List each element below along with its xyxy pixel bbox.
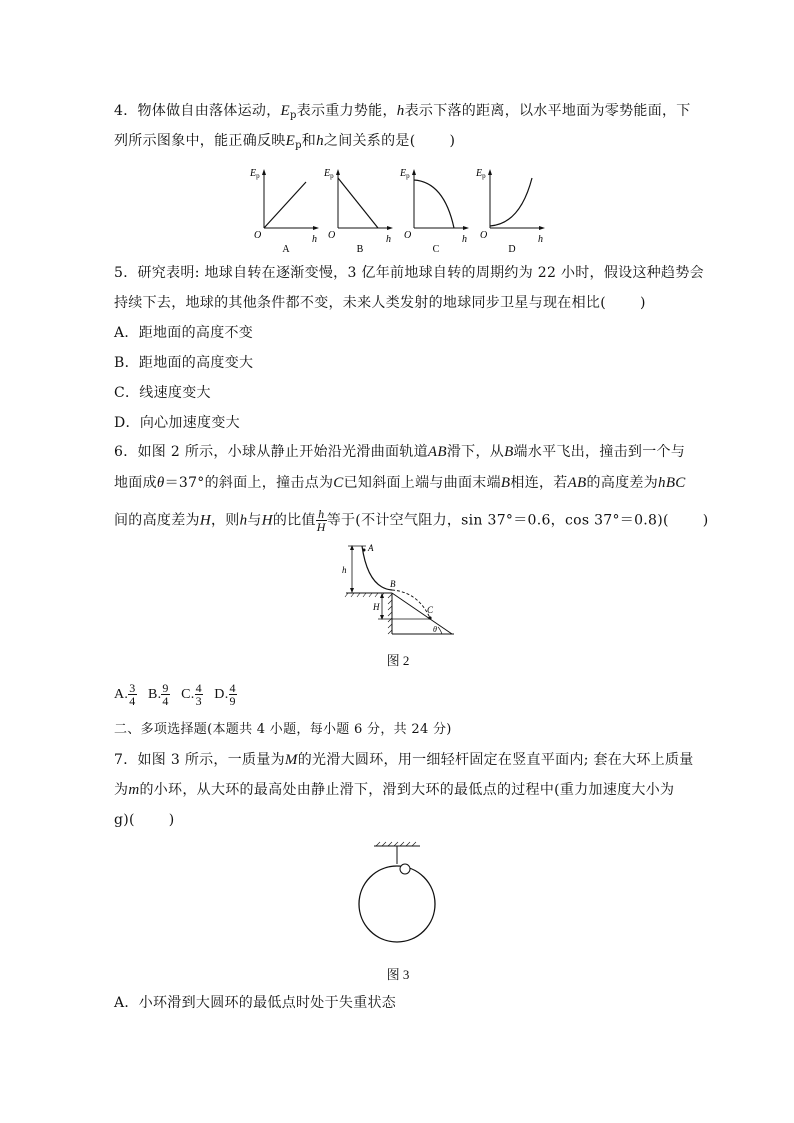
q7-option-a: A．小环滑到大圆环的最低点时处于失重状态 — [114, 995, 397, 1011]
figure-3 — [352, 840, 444, 950]
q5-option-c: C．线速度变大 — [114, 385, 211, 401]
q6-line-3 — [114, 508, 709, 533]
ab-symbol: AB — [427, 444, 447, 460]
q7-line-3 — [114, 811, 175, 829]
q6-text: 地面成 — [114, 475, 157, 491]
H-symbol: H — [261, 512, 273, 529]
q6-text: 的高度差为 — [586, 475, 659, 491]
q6-text: 相连，若 — [510, 475, 568, 491]
q5-option-a: A．距地面的高度不变 — [114, 325, 254, 341]
fig2-theta-label: θ — [433, 625, 437, 634]
q4-text: 列所示图象中，能正确反映 — [114, 133, 286, 149]
q7-text: 的小环，从大环的最高处由静止滑下，滑到大环的最低点的过程中(重力加速度大小为 — [139, 782, 675, 798]
answer-paren-close: ) — [639, 295, 646, 311]
q7-text: 的光滑大圆环，用一细轻杆固定在竖直平面内; 套在大环上质量 — [297, 752, 694, 768]
q6-text: 间的高度差为 — [114, 512, 200, 529]
graph-d — [475, 168, 545, 255]
q6-text: 的比值 — [272, 512, 316, 529]
q4-graphs-figure — [244, 160, 554, 256]
section-2-heading: 二、多项选择题(本题共 4 小题，每小题 6 分，共 24 分) — [114, 722, 452, 737]
m-symbol: m — [128, 782, 140, 798]
H-symbol: H — [199, 512, 211, 529]
q7-line-2 — [114, 781, 674, 799]
q5-line-1: 5．研究表明: 地球自转在逐渐变慢，3 亿年前地球自转的周期约为 22 小时，假设这种趋势会 — [114, 265, 704, 281]
q4-text: 之间关系的是( — [323, 133, 416, 149]
graph-b-y-label: $E_p$ — [324, 168, 334, 180]
q6-line-1 — [114, 443, 685, 461]
q6-text: 滑下，从 — [446, 444, 505, 460]
graph-d-label: D — [508, 244, 516, 255]
ep-subscript: p — [289, 110, 297, 121]
graph-a-label: A — [282, 244, 290, 255]
graph-a-y-label: $E_p$ — [250, 168, 260, 180]
q6-text: 已知斜面上端与曲面末端 — [343, 475, 501, 491]
ep-subscript: p — [295, 140, 302, 151]
theta-symbol: θ — [156, 475, 165, 491]
fig2-B-label: B — [390, 579, 396, 589]
bc-symbol: BC — [665, 475, 686, 491]
q6-text: 等于(不计空气阻力，sin 37°＝0.6，cos 37°＝0.8)( — [326, 512, 669, 529]
graph-a-x-label: h — [312, 234, 317, 245]
q6-text: 6．如图 2 所示，小球从静止开始沿光滑曲面轨道 — [114, 444, 428, 460]
graph-c-x-label: h — [462, 234, 467, 245]
figure-2 — [338, 540, 458, 640]
q6-choice-a: A. $\frac{3}{4}$ — [114, 681, 136, 709]
h-symbol: h — [316, 133, 324, 149]
graph-a-origin: O — [254, 230, 262, 241]
graph-b-x-label: h — [386, 234, 391, 245]
q4-line-1 — [114, 102, 691, 122]
q5-line-2 — [114, 294, 646, 312]
q5-option-d: D．向心加速度变大 — [114, 415, 240, 431]
q7-text: 7．如图 3 所示，一质量为 — [114, 752, 285, 768]
graph-c-origin: O — [404, 230, 412, 241]
graph-c-y-label: $E_p$ — [400, 168, 410, 180]
q7-text: 为 — [114, 782, 129, 798]
graph-d-x-label: h — [538, 234, 543, 245]
q6-text: 端水平飞出，撞击到一个与 — [513, 444, 686, 460]
q4-text: 和 — [301, 133, 317, 149]
graph-d-origin: O — [480, 230, 488, 241]
h-symbol: h — [658, 475, 666, 491]
ep-symbol: E — [285, 133, 296, 149]
q6-choice-b: B. $\frac{9}{4}$ — [147, 681, 169, 709]
answer-paren-close: ) — [702, 512, 709, 529]
fig2-C-label: C — [427, 605, 434, 615]
ab-symbol: AB — [567, 475, 587, 491]
q5-text: 持续下去，地球的其他条件都不变，未来人类发射的地球同步卫星与现在相比( — [114, 295, 606, 311]
q4-text: 表示重力势能， — [296, 103, 397, 119]
q6-line-2 — [114, 474, 686, 492]
b-symbol: B — [504, 444, 514, 460]
q4-text: 表示下落的距离，以水平地面为零势能面，下 — [404, 103, 691, 119]
figure-3-caption: 图 3 — [386, 967, 410, 982]
graph-c-label: C — [432, 244, 440, 255]
q5-option-b: B．距地面的高度变大 — [114, 355, 254, 371]
h-symbol: h — [239, 512, 248, 529]
q4-text: 4．物体做自由落体运动， — [114, 103, 281, 119]
q6-text: 与 — [247, 512, 262, 529]
figure-2-caption: 图 2 — [386, 653, 410, 668]
fig2-h-label: h — [342, 565, 347, 575]
graph-d-y-label: $E_p$ — [476, 168, 486, 180]
q6-choices — [114, 680, 237, 710]
graph-b — [323, 168, 393, 255]
h-symbol: h — [396, 103, 405, 119]
graph-c — [399, 168, 469, 255]
q7-line-1 — [114, 751, 694, 769]
c-symbol: C — [333, 475, 344, 491]
h-over-H-fraction: $\frac{h}{H}$ — [316, 507, 326, 534]
b-symbol: B — [500, 475, 511, 491]
answer-paren-close: ) — [449, 133, 456, 149]
q4-line-2 — [114, 132, 455, 152]
graph-b-label: B — [356, 244, 364, 255]
q6-text: ，则 — [210, 512, 240, 529]
q6-text: ＝37°的斜面上，撞击点为 — [164, 475, 334, 491]
ep-symbol: E — [280, 103, 290, 119]
answer-paren-close: ) — [168, 812, 175, 828]
fig2-H-label: H — [373, 602, 380, 612]
fig2-A-label: A — [368, 543, 374, 553]
graph-b-origin: O — [328, 230, 336, 241]
q6-choice-c: C. $\frac{4}{3}$ — [181, 681, 202, 709]
q6-choice-d: D. $\frac{4}{9}$ — [214, 681, 236, 709]
q7-text: g)( — [114, 812, 135, 828]
M-symbol: M — [284, 752, 298, 768]
graph-a — [249, 168, 319, 255]
